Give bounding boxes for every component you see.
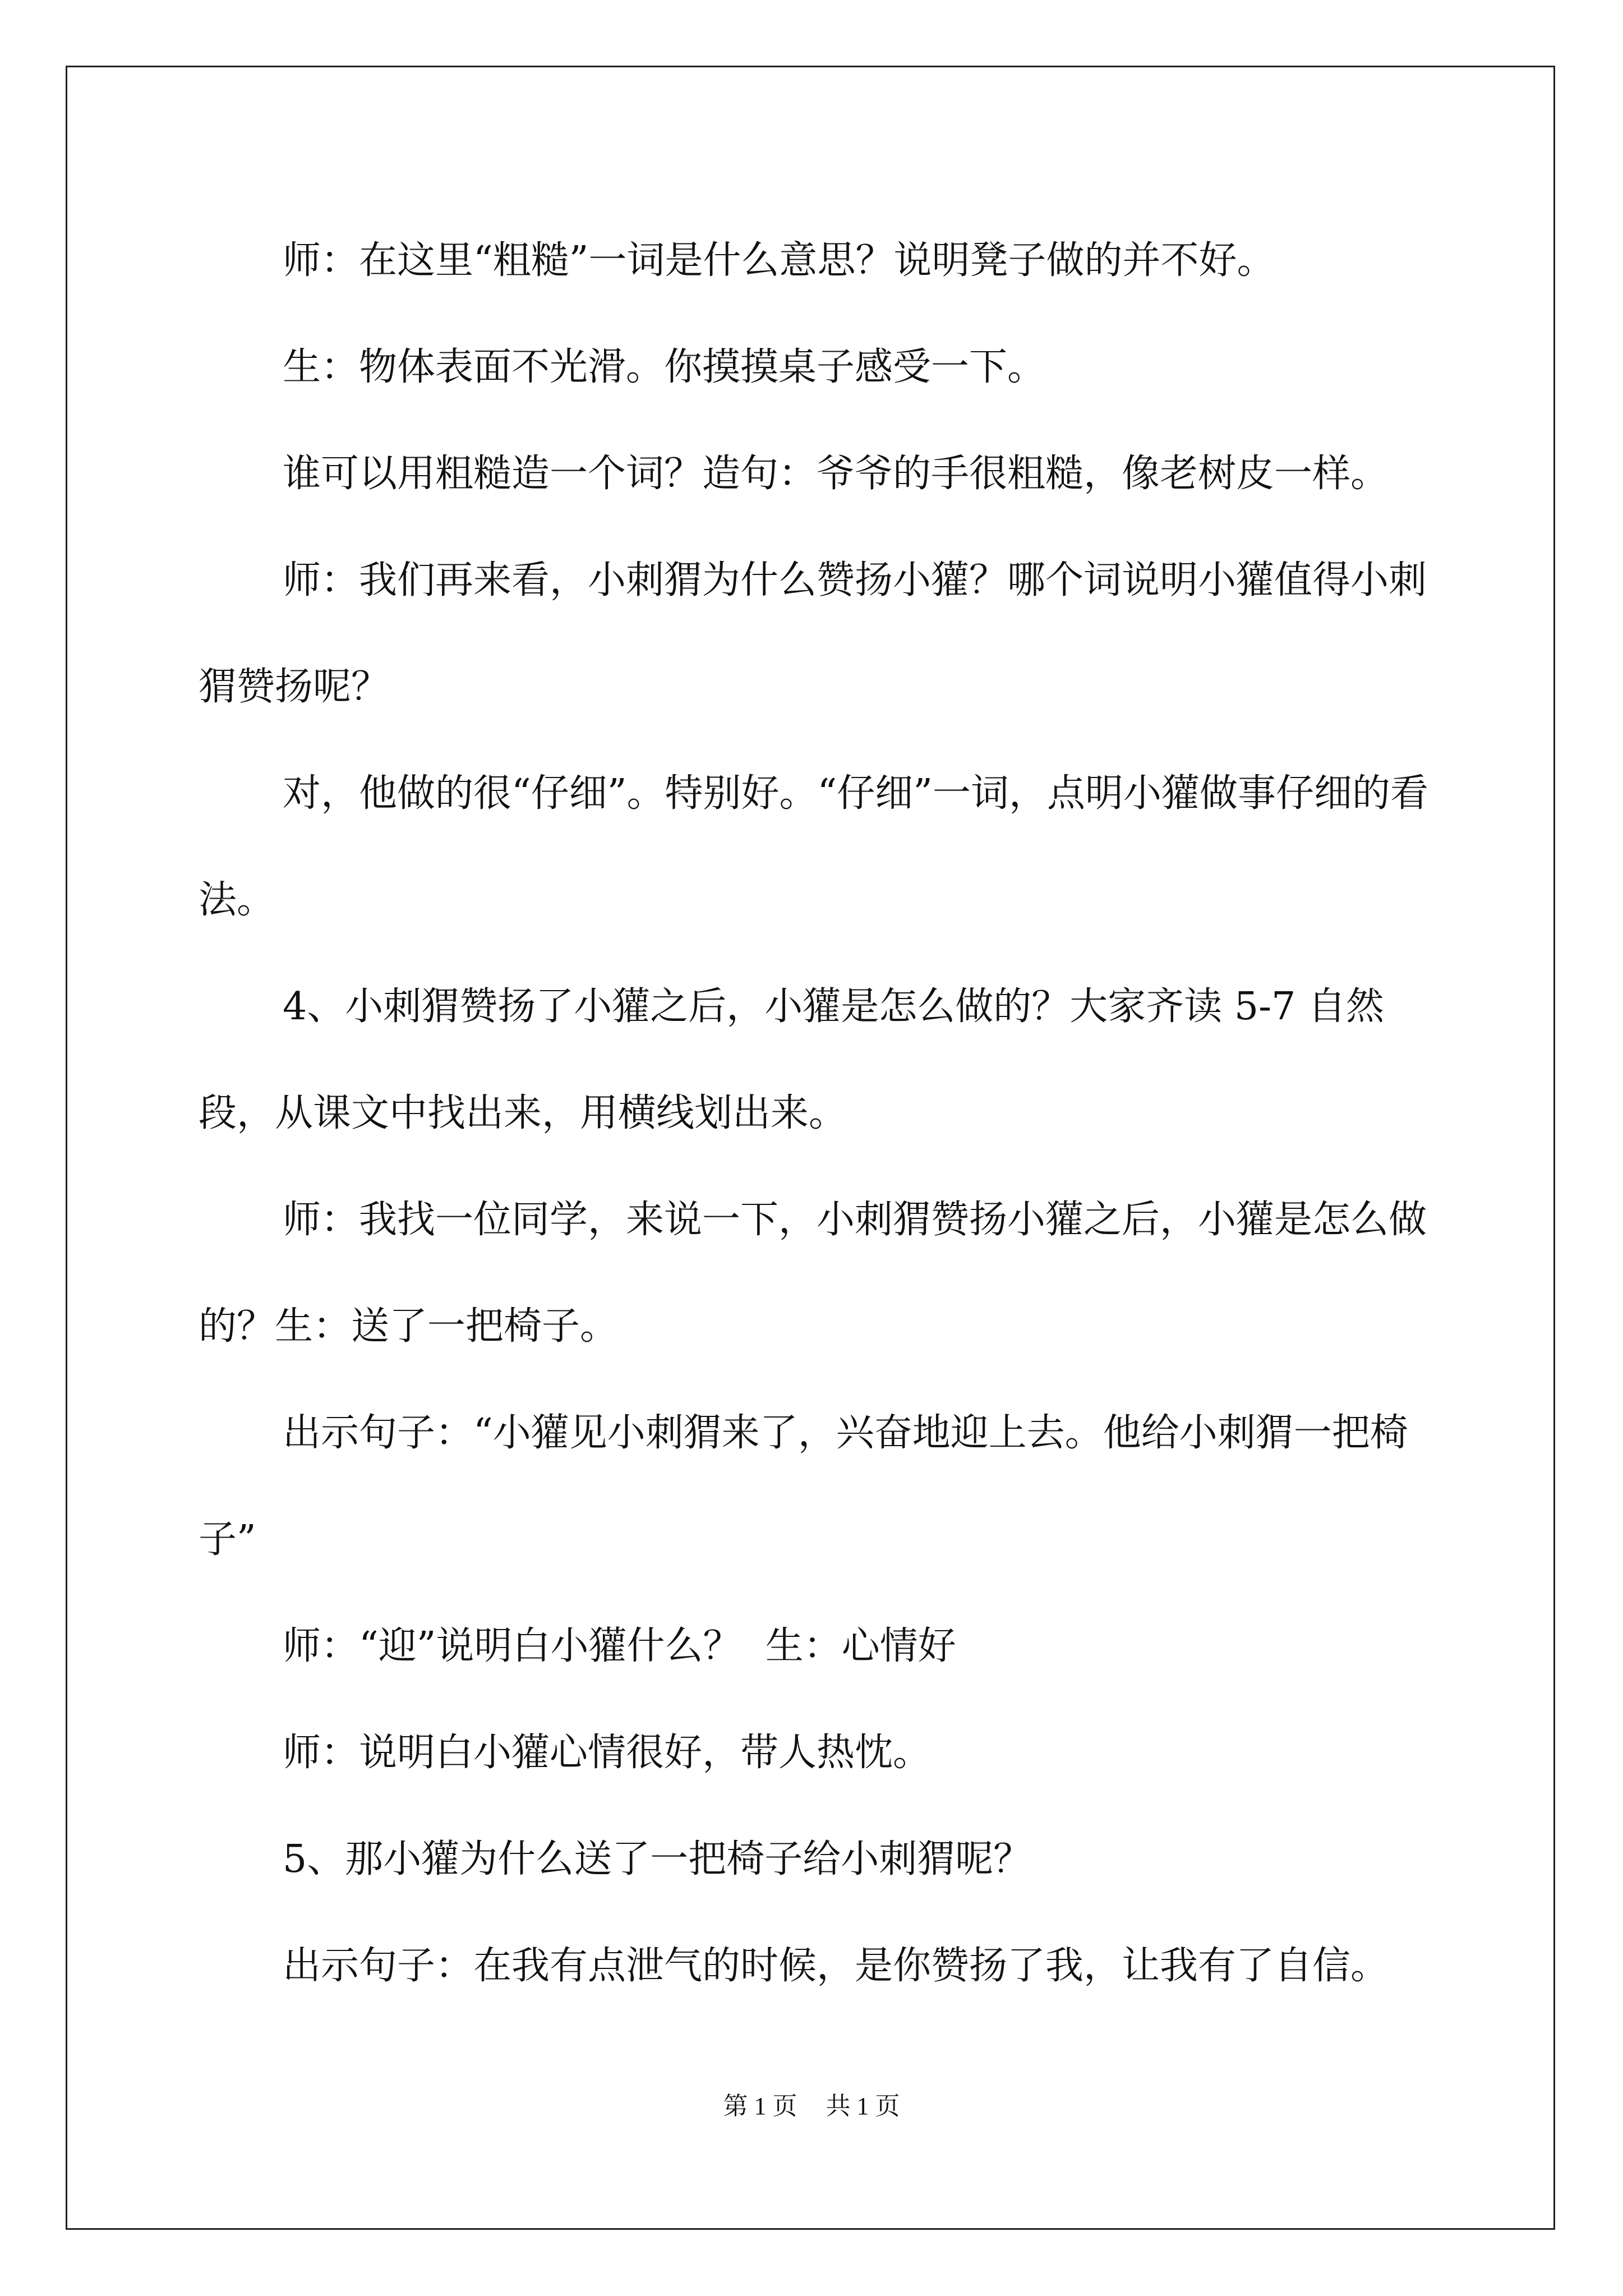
paragraph-5: 对，他做的很“仔细”。特别好。“仔细”一词，点明小獾做事仔细的看法。 [199, 771, 1429, 922]
paragraph-7: 师：我找一位同学，来说一下，小刺猬赞扬小獾之后，小獾是怎么做的？生：送了一把椅子。 [199, 1198, 1427, 1349]
page-number: 第 1 页 [723, 2092, 797, 2120]
paragraph-8: 出示句子：“小獾见小刺猬来了，兴奋地迎上去。他给小刺猬一把椅子” [199, 1411, 1408, 1562]
page-total: 共 1 页 [826, 2092, 900, 2120]
paragraph-6: 4、小刺猬赞扬了小獾之后，小獾是怎么做的？大家齐读 5-7 自然段，从课文中找出来，用横线划出来。 [199, 984, 1384, 1135]
paragraph-3: 谁可以用粗糙造一个词？造句：爷爷的手很粗糙，像老树皮一样。 [283, 452, 1389, 496]
paragraph-9: 师：“迎”说明白小獾什么？ 生：心情好 [283, 1624, 956, 1668]
paragraph-11: 5、那小獾为什么送了一把椅子给小刺猬呢？ [283, 1837, 1032, 1881]
paragraph-2: 生：物体表面不光滑。你摸摸桌子感受一下。 [283, 345, 1046, 389]
paragraph-1: 师：在这里“粗糙”一词是什么意思？说明凳子做的并不好。 [283, 238, 1275, 283]
page-footer [0, 2086, 1623, 2122]
document-body [199, 208, 1432, 2019]
paragraph-12: 出示句子：在我有点泄气的时候，是你赞扬了我，让我有了自信。 [283, 1944, 1389, 1988]
paragraph-10: 师：说明白小獾心情很好，带人热忱。 [283, 1731, 932, 1775]
paragraph-4: 师：我们再来看，小刺猬为什么赞扬小獾？哪个词说明小獾值得小刺猬赞扬呢？ [199, 558, 1427, 709]
